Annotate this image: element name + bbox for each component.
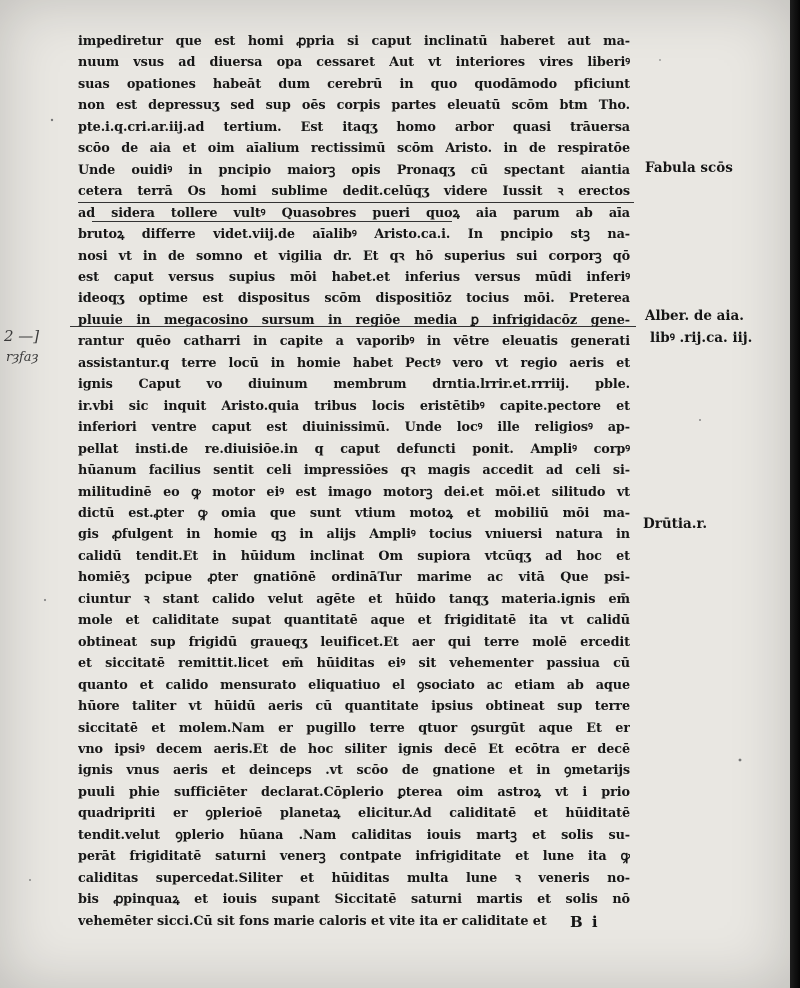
- handwritten-note-line-1: 2 —]: [4, 327, 40, 345]
- text-line: nuum vsus ad diuersa opa cessaret Aut vt interiores vires liberiꝰ: [78, 55, 630, 71]
- text-line: siccitatē et molem.Nam er pugillo terre qtuor ꝯsurgūt aque Et er: [78, 720, 630, 736]
- text-line: ciuntur ꝛ stant calido velut agēte et hūido tanqʒ materia.ignis em̄: [78, 591, 630, 607]
- text-line: ir.vbi sic inquit Aristo.quia tribus locis eristētibꝰ capite.pectore et: [78, 398, 630, 414]
- margin-note-drntia: Drūtia.r.: [643, 516, 708, 532]
- text-line: rantur quēo catharri in capite a vaporibꝰ in vētre eleuatis generati: [78, 334, 630, 350]
- text-line: calidū tendit.Et in hūidum inclinat Om supiora vtcūqʒ ad hoc et: [78, 548, 630, 564]
- text-line: obtineat sup frigidū graueqʒ leuificet.Et aer qui terre molē ercedit: [78, 634, 630, 650]
- text-line: scōo de aia et oim aīalium rectissimū scōm Aristo. in de respiratōe: [78, 141, 630, 157]
- text-line: bis ꝓpinquaꝝ et iouis supant Siccitatē saturni martis et solis nō: [78, 892, 630, 908]
- text-line: quadripriti er ꝯplerioē planetaꝝ elicitur.Ad caliditatē et hūiditatē: [78, 806, 630, 822]
- text-line: hūore taliter vt hūidū aeris cū quantitate ipsius obtineat sup terre: [78, 699, 630, 715]
- text-line: est caput versus supius mōi habet.et inferius versus mūdi inferiꝰ: [78, 269, 630, 285]
- margin-note-fabula: Fabula scōs: [645, 160, 733, 176]
- text-line: pte.i.q.cri.ar.iij.ad tertium. Est itaqʒ homo arbor quasi trāuersa: [78, 119, 630, 135]
- underline-rule: [78, 202, 634, 203]
- main-text-block: [78, 31, 630, 932]
- margin-note-albertus-line-1: Alber. de aia.: [645, 308, 744, 324]
- text-line: ideoqʒ optime est dispositus scōm dispositiōz tocius mōi. Preterea: [78, 291, 630, 307]
- text-line: brutoꝝ differre videt.viij.de aīalibꝰ Aristo.ca.i. In pncipio stꝫ na-: [78, 227, 630, 243]
- text-line: pluuie in megacosino sursum in regiōe media ꝑ infrigidacōz gene-: [78, 312, 630, 328]
- text-line: non est depressuʒ sed sup oēs corpis partes eleuatū scōm btm Tho.: [78, 98, 630, 114]
- text-line: caliditas supercedat.Siliter et hūiditas multa lune ꝛ veneris no-: [78, 870, 630, 886]
- text-line: tendit.velut ꝯplerio hūana .Nam caliditas iouis martꝫ et solis su-: [78, 827, 630, 843]
- text-line: quanto et calido mensurato eliquatiuo el ꝯsociato ac etiam ab aque: [78, 677, 630, 693]
- text-line: homiēʒ pcipue ꝓter gnatiōnē ordināTur marime ac vitā Que psi-: [78, 570, 630, 586]
- text-line: pellat insti.de re.diuisiōe.in q caput defuncti ponit. Ampliꝰ corpꝰ: [78, 441, 630, 457]
- text-line: ignis vnus aeris et deinceps .vt scōo de gnatione et in ꝯmetarijs: [78, 763, 630, 779]
- text-line: puuli phie sufficiēter declarat.Cōplerio ꝑterea oim astroꝝ vt i prio: [78, 784, 630, 800]
- text-line: perāt frigiditatē saturni venerꝫ contpate infrigiditate et lune ita ꝙ: [78, 849, 630, 865]
- text-line: assistantur.q terre locū in homie habet Pectꝰ vero vt regio aeris et: [78, 355, 630, 371]
- margin-note-albertus-line-2: libꝰ .rij.ca. iij.: [650, 330, 753, 346]
- text-line: vno ipsiꝰ decem aeris.Et de hoc siliter ignis decē Et ecōtra er decē: [78, 741, 630, 757]
- underline-rule: [92, 221, 452, 222]
- text-line: Unde ouidiꝰ in pncipio maiorꝫ opis Pronaqʒ cū spectant aiantia: [78, 162, 630, 178]
- text-line: dictū est.ꝓter ꝙ omia que sunt vtium motoꝝ et mobiliū mōi ma-: [78, 505, 630, 521]
- page-shadow-edge: [790, 0, 800, 988]
- text-line: militudinē eo ꝙ motor eiꝰ est imago motorꝫ dei.et mōi.et silitudo vt: [78, 484, 630, 500]
- text-line: suas opationes habeāt dum cerebrū in quo quodāmodo pficiunt: [78, 76, 630, 92]
- signature-mark: B i: [570, 913, 600, 931]
- text-line: cetera terrā Os homi sublime dedit.celūqʒ videre Iussit ꝛ erectos: [78, 184, 630, 200]
- handwritten-note-line-2: rȝfaȝ: [6, 350, 39, 365]
- text-line: impediretur que est homi ꝓpria si caput inclinatū haberet aut ma-: [78, 34, 630, 49]
- text-line: ad sidera tollere vultꝰ Quasobres pueri quoꝝ aia parum ab aīa: [78, 205, 630, 221]
- text-line: mole et caliditate supat quantitatē aque et frigiditatē ita vt calidū: [78, 613, 630, 629]
- text-line: gis ꝓfulgent in homie qꝫ in alijs Ampliꝰ tocius vniuersi natura in: [78, 527, 630, 543]
- text-line: vehemēter sicci.Cū sit fons marie caloris et vite ita er caliditate et: [78, 913, 547, 929]
- text-line: ignis Caput vo diuinum membrum drntia.lrrir.et.rrriij. pble.: [78, 377, 630, 393]
- text-line: nosi vt in de somno et vigilia dr. Et qꝛ hō superius sui corporꝫ qō: [78, 248, 630, 264]
- text-line: inferiori ventre caput est diuinissimū. Unde locꝰ ille religiosꝰ ap-: [78, 420, 630, 436]
- underline-rule: [70, 326, 636, 327]
- text-line: et siccitatē remittit.licet em̄ hūiditas eiꝰ sit vehementer passiua cū: [78, 656, 630, 672]
- text-line: hūanum facilius sentit celi impressiōes qꝛ magis accedit ad celi si-: [78, 463, 630, 479]
